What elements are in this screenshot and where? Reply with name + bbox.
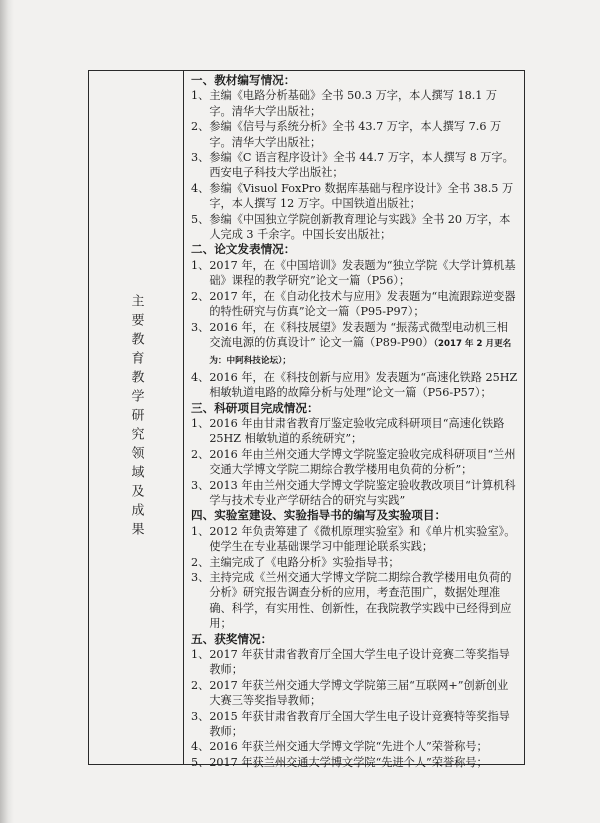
- item-text: 2015 年获甘肃省教育厅全国大学生电子设计竞赛特等奖指导教师；: [209, 709, 510, 739]
- list-item: [191, 289, 518, 320]
- section-heading: 二、论文发表情况：: [191, 242, 296, 257]
- list-item: [191, 524, 518, 555]
- item-text: 主持完成《兰州交通大学博文学院二期综合教学楼用电负荷的分析》研究报告调查分析的应用，考查范围广，数据处理准确、科学，有实用性、创新性，在我院教学实践中已经得到应用；: [209, 571, 512, 631]
- list-item: [191, 150, 518, 181]
- achievements-table: [88, 70, 525, 769]
- item-number: 2、: [191, 447, 210, 461]
- item-text: 2016 年由甘肃省教育厅鉴定验收完成科研项目“高速化铁路 25HZ 相敏轨道的系统研究”；: [209, 416, 505, 446]
- item-number: 2、: [191, 678, 210, 692]
- list-item: [191, 258, 518, 289]
- item-text: 参编《中国独立学院创新教育理论与实践》全书 20 万字，本人完成 3 千余字。中国长安出版社；: [209, 212, 511, 242]
- item-number: 3、: [191, 571, 210, 584]
- list-item: [191, 478, 518, 509]
- list-item: [191, 555, 518, 570]
- item-number: 3、: [191, 709, 210, 723]
- item-number: 3、: [191, 151, 210, 165]
- item-text: 主编《电路分析基础》全书 50.3 万字，本人撰写 18.1 万字。清华大学出版社；: [209, 89, 498, 118]
- item-number: 2、: [191, 289, 210, 303]
- item-text: 参编《Visuol FoxPro 数据库基础与程序设计》全书 38.5 万字，本人撰写 12 万字。中国铁道出版社；: [209, 181, 514, 211]
- scan-shadow-edge: [0, 0, 14, 823]
- list-item: [191, 709, 518, 740]
- item-text: 2016 年，在《科技展望》发表题为 “振荡式微型电动机三相交流电源的仿真设计” 论文一篇（P89-P90）（2017 年 2 月更名为：中阿科技论坛）；: [209, 320, 512, 367]
- item-text: 2017 年获兰州交通大学博文学院第三届“互联网+”创新创业大赛三等奖指导教师；: [209, 678, 509, 708]
- item-number: 4、: [191, 181, 210, 195]
- item-text: 2013 年由兰州交通大学博文学院鉴定验收教改项目“计算机科学与技术专业产学研结合的研究与实践”: [209, 478, 516, 507]
- item-number: 4、: [191, 370, 210, 384]
- item-number: 1、: [191, 524, 210, 538]
- item-number: 1、: [191, 89, 210, 103]
- item-number: 4、: [191, 740, 210, 754]
- item-number: 1、: [191, 416, 210, 430]
- item-number: 5、: [191, 212, 210, 226]
- item-note: （2017 年 2 月更名为：中阿科技论坛）；: [209, 338, 512, 367]
- item-text: 2016 年由兰州交通大学博文学院鉴定验收完成科研项目“兰州交通大学博文学院二期综合教学楼用电负荷的分析”；: [209, 447, 516, 477]
- item-text: 2017 年获兰州交通大学博文学院“先进个人”荣誉称号；: [209, 755, 488, 769]
- item-text: 参编《信号与系统分析》全书 43.7 万字，本人撰写 7.6 万字。清华大学出版社；: [209, 120, 502, 149]
- section-heading: 四、实验室建设、实验指导书的编写及实验项目：: [191, 508, 447, 523]
- item-number: 2、: [191, 120, 210, 134]
- item-number: 1、: [191, 648, 210, 662]
- list-item: [191, 320, 518, 370]
- item-number: 5、: [191, 755, 210, 769]
- item-number: 3、: [191, 478, 210, 492]
- list-item: [191, 570, 518, 632]
- list-item: [191, 755, 518, 770]
- list-item: [191, 212, 518, 243]
- list-item: [191, 88, 518, 119]
- left-label: 主要教育教学研究领域及成果: [128, 294, 144, 541]
- left-label-cell: [89, 71, 184, 764]
- item-text: 2016 年获兰州交通大学博文学院“先进个人”荣誉称号；: [209, 740, 488, 754]
- item-text: 主编完成了《电路分析》实验指导书；: [209, 555, 400, 569]
- item-number: 3、: [191, 320, 210, 334]
- section-heading: 五、获奖情况：: [191, 631, 273, 646]
- section-heading: 三、科研项目完成情况：: [191, 400, 319, 415]
- list-item: [191, 181, 518, 212]
- item-number: 1、: [191, 258, 210, 272]
- list-item: [191, 416, 518, 447]
- item-text: 2017 年获甘肃省教育厅全国大学生电子设计竞赛二等奖指导教师；: [209, 648, 510, 677]
- content-cell: [184, 71, 524, 769]
- list-item: [191, 647, 518, 678]
- item-text: 2016 年，在《科技创新与应用》发表题为“高速化铁路 25HZ 相敏轨道电路的故障分析与处理”论文一篇（P56-P57）；: [209, 370, 518, 400]
- list-item: [191, 370, 518, 401]
- item-text: 2017 年，在《自动化技术与应用》发表题为“电流跟踪逆变器的特性研究与仿真”论文一篇（P95-P97）；: [209, 289, 516, 319]
- list-item: [191, 447, 518, 478]
- list-item: [191, 119, 518, 150]
- item-text: 2012 年负责筹建了《微机原理实验室》和《单片机实验室》。使学生在专业基础课学习中能理论联系实践；: [209, 524, 516, 554]
- item-text: 2017 年，在《中国培训》发表题为“独立学院《大学计算机基础》课程的教学研究”论文一篇（P56）；: [209, 258, 516, 288]
- item-number: 2、: [191, 555, 210, 569]
- item-text: 参编《C 语言程序设计》全书 44.7 万字，本人撰写 8 万字。西安电子科技大学出版社；: [209, 151, 514, 180]
- list-item: [191, 739, 518, 754]
- list-item: [191, 678, 518, 709]
- section-heading: 一、教材编写情况：: [191, 73, 296, 87]
